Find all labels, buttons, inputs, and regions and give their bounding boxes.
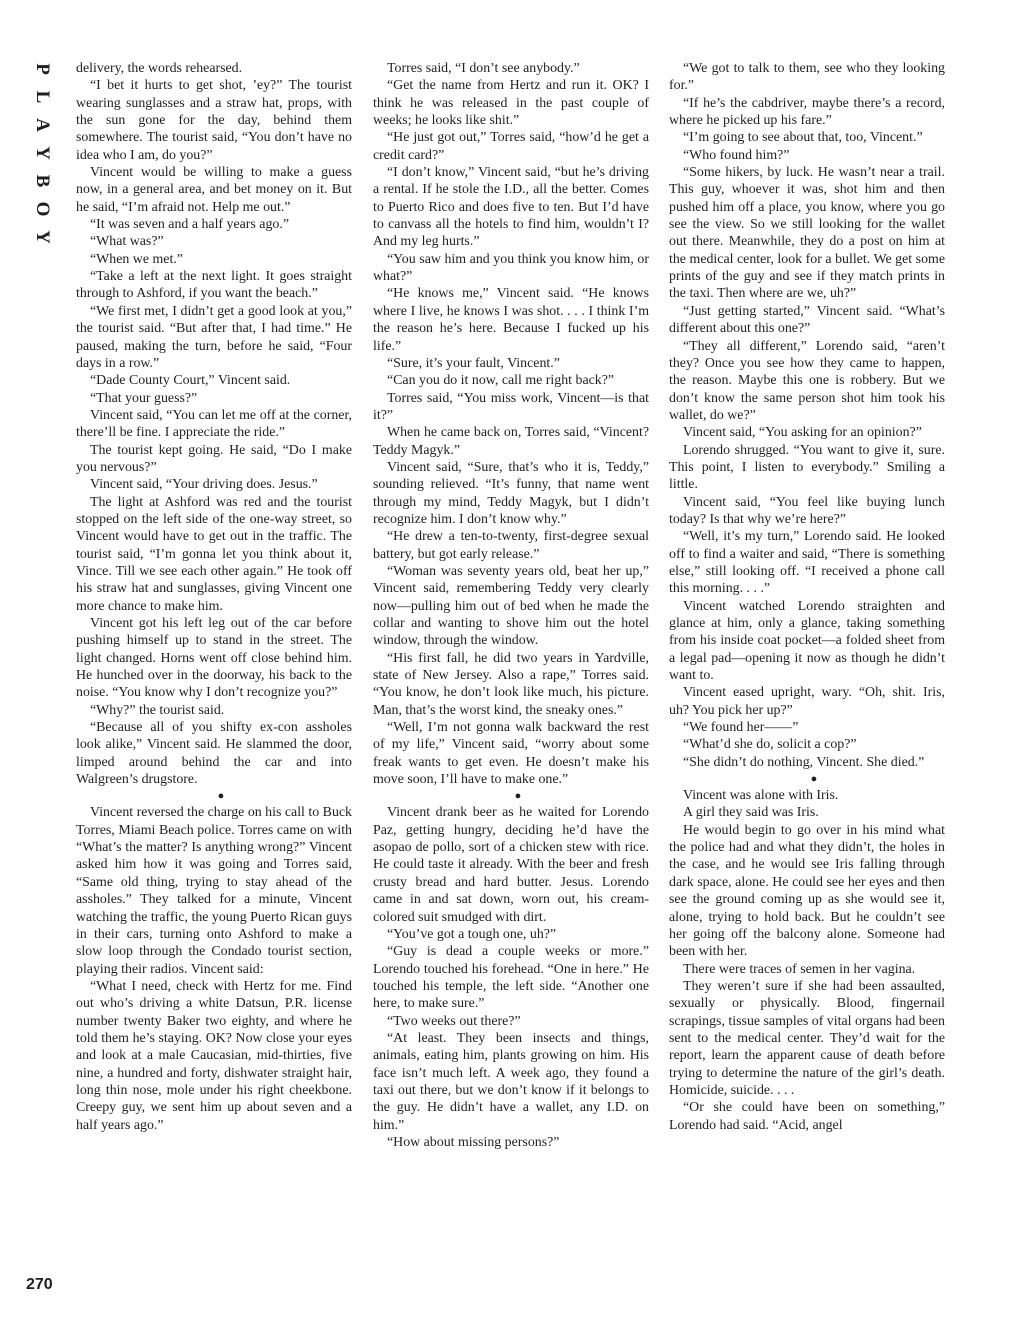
- masthead-letter: P: [32, 63, 53, 75]
- section-break: ●: [810, 773, 818, 786]
- paragraph: Vincent said, “You can let me off at the corner, there’ll be fine. I appreciate the ride.”: [76, 407, 352, 441]
- paragraph: Torres said, “I don’t see anybody.”: [387, 61, 580, 76]
- masthead-letter: B: [32, 174, 53, 188]
- paragraph: “Some hikers, by luck. He wasn’t near a trail. This guy, whoever it was, shot him and then pushed him off a place, you know, where you go see the view. So we still looking for the wallet out there. Meanwhile, they do a post on him at the medical center, look for a bullet. We get some prints of the guy and see if they match prints in the taxi. Then where are we, uh?”: [669, 165, 945, 302]
- paragraph: “What I need, check with Hertz for me. Find out who’s driving a white Datsun, P.R. license number twenty Baker two eighty, and where he told them he’s staying. OK? Now close your eyes and look at a male Caucasian, mid-thirties, five nine, a hundred and forty, dishwater straight hair, long thin nose, mole under his right cheekbone. Creepy guy, we sent him up about seven and a half years ago.”: [76, 978, 352, 1133]
- paragraph: They weren’t sure if she had been assaulted, sexually or physically. Blood, fingernail scrapings, tissue samples of vital organs had been sent to the medical center. They’d wait for the report, learn the apparent cause of death before trying to determine the nature of the girl’s death. Homicide, suicide. . . .: [669, 978, 945, 1098]
- paragraph: “It was seven and a half years ago.”: [90, 217, 290, 233]
- paragraph: “Because all of you shifty ex-con assholes look alike,” Vincent said. He slammed the door, limped around behind the car and into Walgreen’s drugstore.: [76, 720, 352, 788]
- paragraph: “Who found him?”: [683, 147, 790, 163]
- paragraph: “If he’s the cabdriver, maybe there’s a record, where he picked up his fare.”: [669, 95, 945, 129]
- paragraph: “You saw him and you think you know him, or what?”: [373, 251, 649, 285]
- paragraph: “His first fall, he did two years in Yardville, state of New Jersey. Also a rape,” Torres said. “You know, he don’t look like much, his picture. Man, that’s the worst kind, the sneaky ones.”: [373, 650, 649, 718]
- paragraph: Vincent said, “You feel like buying lunch today? Is that why we’re here?”: [669, 494, 945, 527]
- section-break: ●: [217, 790, 225, 803]
- paragraph: Vincent eased upright, wary. “Oh, shit. Iris, uh? You pick her up?”: [669, 685, 945, 718]
- paragraph: “You’ve got a tough one, uh?”: [387, 926, 557, 942]
- paragraph: “He just got out,” Torres said, “how’d he get a credit card?”: [373, 130, 649, 163]
- paragraph: Vincent drank beer as he waited for Lorendo Paz, getting hungry, deciding he’d have the asopao de pollo, sort of a chicken stew with rice. He could taste it already. With the beer and fresh crusty bread and hard butter. Jesus. Lorendo came in and sat down, worn out, his cream-colored suit smudged with dirt.: [373, 805, 649, 925]
- paragraph: Vincent reversed the charge on his call to Buck Torres, Miami Beach police. Torres came on with “What’s the matter? Is anything wrong?” Vincent asked him how it was going and Torres said, “Same old thing, trying to stay ahead of the assholes.” They talked for a minute, Vincent watching the traffic, the young Puerto Rican guys in their cars, turning onto Ashford to make a slow loop through the Condado tourist section, playing their radios. Vincent said:: [76, 805, 352, 977]
- paragraph: Vincent was alone with Iris.: [683, 788, 839, 804]
- paragraph: “Dade County Court,” Vincent said.: [90, 373, 291, 389]
- page-number: 270: [26, 1276, 53, 1293]
- paragraph: “Well, I’m not gonna walk backward the rest of my life,” Vincent said, “worry about some freak wants to get even. He doesn’t make his move soon, I’ll have to make one.”: [373, 720, 649, 788]
- paragraph: “Or she could have been on something,” Lorendo had said. “Acid, angel: [669, 1100, 945, 1133]
- paragraph: “Sure, it’s your fault, Vincent.”: [387, 355, 560, 371]
- paragraph: The tourist kept going. He said, “Do I make you nervous?”: [76, 442, 352, 475]
- paragraph: “What’d she do, solicit a cop?”: [683, 737, 857, 753]
- paragraph: There were traces of semen in her vagina.: [683, 961, 916, 977]
- paragraph: “I’m going to see about that, too, Vincent.”: [683, 130, 923, 146]
- paragraph: “We found her——”: [683, 720, 799, 736]
- paragraph: Vincent said, “Sure, that’s who it is, Teddy,” sounding relieved. “It’s funny, that name went through my mind, Teddy Magyk, but I didn’t recognize him. I don’t know why.”: [373, 459, 649, 527]
- paragraph: Vincent got his left leg out of the car before pushing himself up to stand in the street. The light changed. Horns went off close behind him. He hunched over in the doorway, his back to the noise. “You know why I don’t recognize you?”: [76, 616, 352, 701]
- masthead-letter: Y: [32, 146, 53, 160]
- paragraph: “At least. They been insects and things, animals, eating him, plants growing on him. His face isn’t much left. A week ago, they found a taxi out there, but we don’t know if it belongs to the guy. He didn’t have a wallet, any I.D. on him.”: [373, 1030, 649, 1133]
- masthead-letter: O: [32, 201, 53, 217]
- paragraph: “She didn’t do nothing, Vincent. She died.”: [683, 754, 925, 770]
- paragraph: A girl they said was Iris.: [683, 805, 819, 821]
- paragraph: “I bet it hurts to get shot, ’ey?” The tourist wearing sunglasses and a straw hat, props, with the sun gone for the day, behind them somewhere. The tourist said, “You don’t have no idea who I am, do you?”: [76, 78, 352, 163]
- text-column-1: [76, 60, 352, 1134]
- masthead-vertical: [30, 58, 52, 254]
- paragraph: Vincent said, “You asking for an opinion?”: [683, 425, 922, 441]
- paragraph: “Two weeks out there?”: [387, 1013, 521, 1029]
- paragraph: Lorendo shrugged. “You want to give it, sure. This point, I listen to everybody.” Smiling a little.: [669, 442, 945, 493]
- paragraph: “Well, it’s my turn,” Lorendo said. He looked off to find a waiter and said, “There is something else,” still looking off. “I received a phone call this morning. . . .”: [669, 529, 945, 597]
- paragraph: “They all different,” Lorendo said, “aren’t they? Once you see how they came to happen, the reason. Maybe this one is robbery. But we don’t know the same person shot him took his wallet, do we?”: [669, 338, 945, 423]
- paragraph: “That your guess?”: [90, 390, 198, 406]
- masthead-letter: A: [32, 118, 53, 132]
- paragraph: Vincent said, “Your driving does. Jesus.”: [90, 477, 318, 493]
- paragraph: “He drew a ten-to-twenty, first-degree sexual battery, but got early release.”: [373, 529, 649, 562]
- paragraph: He would begin to go over in his mind what the police had and what they didn’t, the holes in the case, and he would see Iris falling through dark space, alone. He could see her eyes and then see the ground coming up as she would see it, alone, trying to hold back. But he couldn’t see her going off the balcony alone. Someone had been with her.: [669, 822, 945, 960]
- paragraph: “How about missing persons?”: [387, 1134, 560, 1150]
- paragraph: “What was?”: [90, 234, 164, 250]
- text-column-2: [373, 60, 649, 1151]
- masthead-letter: L: [32, 90, 53, 104]
- paragraph: “Woman was seventy years old, beat her up,” Vincent said, remembering Teddy very clearly now—pulling him out of bed when he made the collar and wanting to shove him out the hotel window, through the window.: [373, 563, 649, 649]
- paragraph: “We first met, I didn’t get a good look at you,” the tourist said. “But after that, I had time.” He paused, making the turn, before he said, “Four days in a row.”: [76, 303, 352, 371]
- paragraph: “Why?” the tourist said.: [90, 702, 225, 718]
- paragraph: The light at Ashford was red and the tourist stopped on the left side of the one-way street, so Vincent would have to get out in the traffic. The tourist said, “I’m gonna let you think about it, Vince. Till we see each other again.” He took off his straw hat and sunglasses, giving Vincent one more chance to make him.: [76, 494, 352, 614]
- paragraph: “He knows me,” Vincent said. “He knows where I live, he knows I was shot. . . . I think I’m the reason he’s here. Because I fucked up his life.”: [373, 286, 649, 354]
- paragraph: “We got to talk to them, see who they looking for.”: [669, 61, 945, 94]
- paragraph: “Can you do it now, call me right back?”: [387, 373, 615, 389]
- paragraph: “When we met.”: [90, 251, 183, 267]
- paragraph: “Guy is dead a couple weeks or more.” Lorendo touched his forehead. “One in here.” He touched his temple, the left side. “Another one here, to make sure.”: [373, 944, 649, 1012]
- section-break: ●: [514, 790, 522, 803]
- paragraph: “I don’t know,” Vincent said, “but he’s driving a rental. If he stole the I.D., all the better. Comes to Puerto Rico and does five to ten. But I’d have to canvass all the hotels to find him, wouldn’t I? And my leg hurts.”: [373, 165, 649, 250]
- paragraph: “Just getting started,” Vincent said. “What’s different about this one?”: [669, 303, 945, 337]
- paragraph: “Take a left at the next light. It goes straight through to Ashford, if you want the beach.”: [76, 269, 352, 302]
- paragraph: “Get the name from Hertz and run it. OK? I think he was released in the past couple of weeks; he looks like shit.”: [373, 78, 649, 129]
- paragraph: Vincent watched Lorendo straighten and glance at him, only a glance, taking something from his inside coat pocket—a folded sheet from a legal pad—opening it now as though he didn’t want to.: [669, 598, 945, 684]
- paragraph: delivery, the words rehearsed.: [76, 61, 243, 76]
- text-column-3: [669, 60, 945, 1134]
- masthead-letter: Y: [32, 230, 53, 244]
- paragraph: When he came back on, Torres said, “Vincent? Teddy Magyk.”: [373, 425, 649, 458]
- paragraph: Vincent would be willing to make a guess now, in a general area, and bet money on it. But he said, “I’m afraid not. Help me out.”: [76, 165, 352, 215]
- paragraph: Torres said, “You miss work, Vincent—is that it?”: [373, 390, 649, 423]
